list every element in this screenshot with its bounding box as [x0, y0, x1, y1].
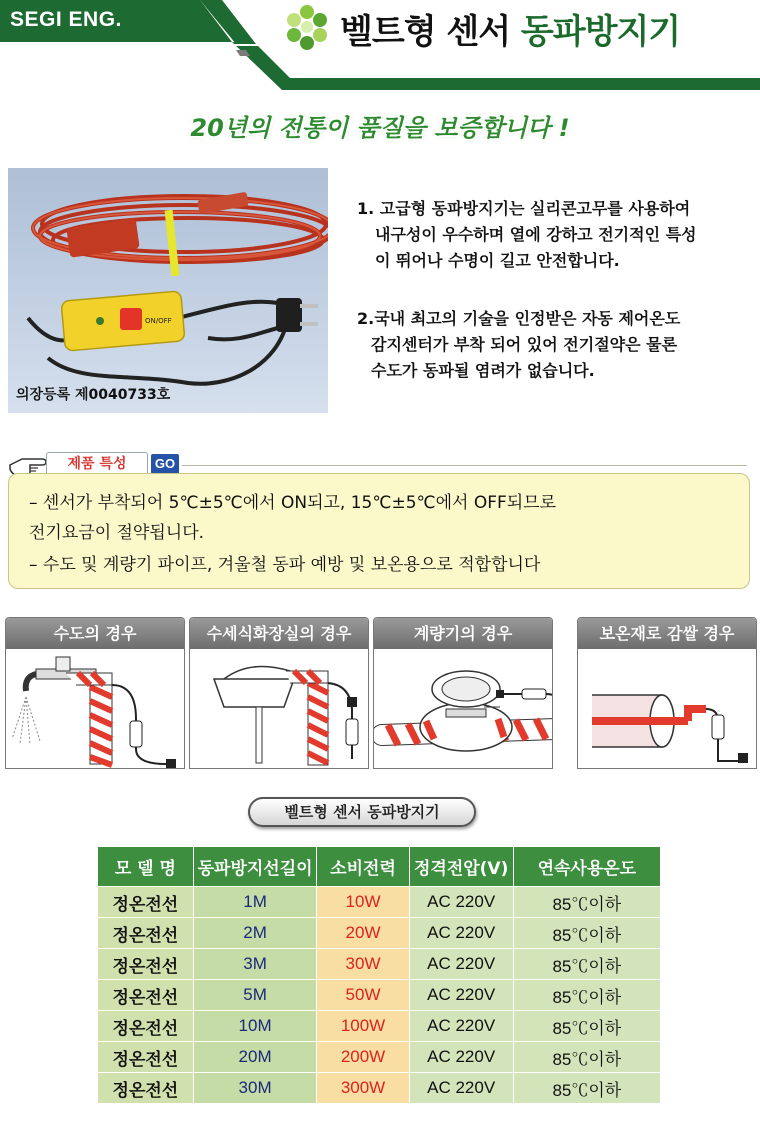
header-temperature: 연속사용온도: [513, 847, 660, 887]
cell-temperature: 85℃이하: [513, 1073, 660, 1104]
cell-power: 300W: [317, 1073, 409, 1104]
insulation-icon: [578, 649, 757, 769]
brand-logo: SEGI ENG.: [10, 8, 122, 31]
cell-temperature: 85℃이하: [513, 1011, 660, 1042]
tab-product-characteristics[interactable]: 제품 특성: [46, 452, 148, 475]
cell-length: 10M: [193, 1011, 317, 1042]
cell-temperature: 85℃이하: [513, 1042, 660, 1073]
feature-item-2: [357, 306, 680, 384]
spec-table-title: 벨트형 센서 동파방지기: [248, 797, 476, 827]
case-title: 보온재로 감쌀 경우: [578, 618, 756, 649]
table-row: [98, 918, 661, 949]
feature-line: 수도가 동파될 염려가 없습니다.: [371, 361, 595, 380]
case-title: 수세식화장실의 경우: [190, 618, 368, 649]
cell-length: 2M: [193, 918, 317, 949]
cell-length: 1M: [193, 887, 317, 918]
cell-voltage: AC 220V: [409, 1011, 513, 1042]
feature-item-1: [357, 196, 697, 274]
cell-temperature: 85℃이하: [513, 949, 660, 980]
table-row: [98, 1011, 661, 1042]
table-row: [98, 949, 661, 980]
table-row: [98, 887, 661, 918]
case-faucet: [5, 617, 185, 769]
case-title: 계량기의 경우: [374, 618, 552, 649]
cell-model: 정온전선: [98, 918, 194, 949]
go-button[interactable]: GO: [151, 454, 179, 474]
feature-line: 감지센터가 부착 되어 있어 전기절약은 물론: [371, 335, 678, 354]
device-label: ON/OFF: [145, 317, 172, 325]
header-length: 동파방지선길이: [193, 847, 317, 887]
cell-length: 30M: [193, 1073, 317, 1104]
feature-line: 2.국내 최고의 기술을 인정받은 자동 제어온도: [357, 309, 681, 328]
water-meter-icon: [374, 649, 553, 769]
cell-model: 정온전선: [98, 1011, 194, 1042]
faucet-icon: [6, 649, 185, 769]
feature-line: 이 뛰어나 수명이 길고 안전합니다.: [375, 251, 620, 270]
cell-length: 20M: [193, 1042, 317, 1073]
page-title: [340, 4, 680, 53]
characteristic-line: – 센서가 부착되어 5℃±5℃에서 ON되고, 15℃±5℃에서 OFF되므로: [29, 493, 557, 513]
title-part1: 벨트형 센서: [340, 12, 511, 52]
cell-model: 정온전선: [98, 1042, 194, 1073]
table-row: [98, 1042, 661, 1073]
characteristic-line: – 수도 및 계량기 파이프, 겨울철 동파 예방 및 보온용으로 적합합니다: [29, 555, 541, 575]
feature-line: 내구성이 우수하며 열에 강하고 전기적인 특성: [375, 225, 697, 244]
hexagon-logo-icon: [282, 4, 332, 52]
feature-line: 1. 고급형 동파방지기는 실리콘고무를 사용하여: [357, 199, 691, 218]
design-registration-caption: 의장등록 제0040733호: [16, 387, 171, 403]
divider: [182, 465, 747, 466]
cell-power: 30W: [317, 949, 409, 980]
cell-length: 5M: [193, 980, 317, 1011]
case-title: 수도의 경우: [6, 618, 184, 649]
header-power: 소비전력: [317, 847, 409, 887]
toilet-tank-icon: [190, 649, 369, 769]
cell-temperature: 85℃이하: [513, 980, 660, 1011]
cell-power: 200W: [317, 1042, 409, 1073]
heating-cable-illustration: [8, 168, 328, 413]
product-photo: [8, 168, 328, 413]
title-part2: 동파방지기: [520, 12, 681, 52]
case-insulation: [577, 617, 757, 769]
characteristics-box: [8, 473, 750, 589]
characteristic-line: 전기요금이 절약됩니다.: [29, 523, 205, 543]
cell-voltage: AC 220V: [409, 887, 513, 918]
spec-table: [97, 846, 661, 1104]
header-voltage: 정격전압(V): [409, 847, 513, 887]
cell-voltage: AC 220V: [409, 980, 513, 1011]
cell-power: 50W: [317, 980, 409, 1011]
case-water-meter: [373, 617, 553, 769]
cell-power: 10W: [317, 887, 409, 918]
table-row: [98, 980, 661, 1011]
cell-voltage: AC 220V: [409, 949, 513, 980]
cell-power: 20W: [317, 918, 409, 949]
cell-model: 정온전선: [98, 1073, 194, 1104]
cell-length: 3M: [193, 949, 317, 980]
case-toilet: [189, 617, 369, 769]
cell-model: 정온전선: [98, 980, 194, 1011]
slogan: 20년의 전통이 품질을 보증합니다 !: [190, 114, 570, 142]
cell-voltage: AC 220V: [409, 1073, 513, 1104]
table-row: [98, 1073, 661, 1104]
cell-voltage: AC 220V: [409, 918, 513, 949]
cell-power: 100W: [317, 1011, 409, 1042]
header-model: 모 델 명: [98, 847, 194, 887]
table-header-row: [98, 847, 661, 887]
cell-model: 정온전선: [98, 887, 194, 918]
cell-temperature: 85℃이하: [513, 918, 660, 949]
cell-voltage: AC 220V: [409, 1042, 513, 1073]
cell-model: 정온전선: [98, 949, 194, 980]
cell-temperature: 85℃이하: [513, 887, 660, 918]
